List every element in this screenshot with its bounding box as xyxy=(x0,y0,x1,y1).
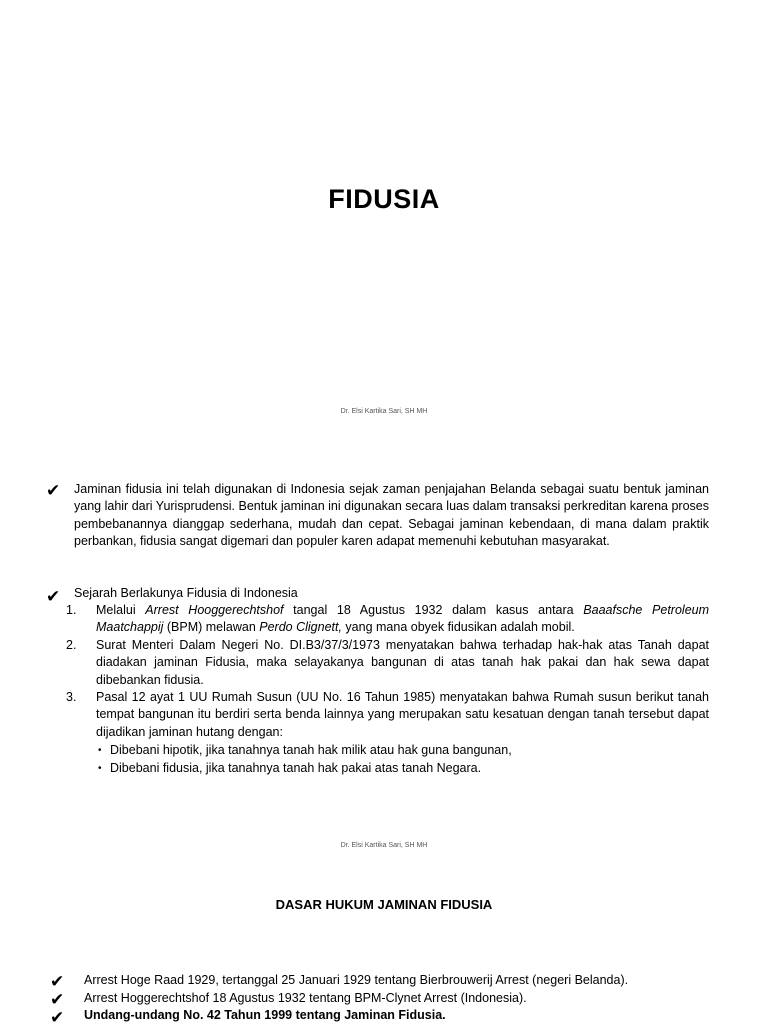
sub-bullet: Dibebani fidusia, jika tanahnya tanah hak pakai atas tanah Negara. xyxy=(110,761,482,775)
check-mark-icon: ✔ xyxy=(46,481,61,500)
intro-paragraph: Jaminan fidusia ini telah digunakan di Indonesia sejak zaman penjajahan Belanda sebagai suatu bentuk jaminan yang lahir dari Yurisprudensi. Bentuk jaminan ini digunakan secara luas dalam transaksi perkreditan karena proses pembebanannya dianggap sederhana, mudah dan cepat. Sebagai jaminan kebendaan, di mana dalam praktik perbankan, fidusia sangat digemari dan populer karen adapat memenuhi kebutuhan masyarakat. xyxy=(74,482,709,549)
section-heading: DASAR HUKUM JAMINAN FIDUSIA xyxy=(275,897,493,912)
list-number: 2. xyxy=(66,638,77,652)
dot-icon: • xyxy=(98,763,102,774)
list-item: Pasal 12 ayat 1 UU Rumah Susun (UU No. 16 Tahun 1985) menyatakan bahwa Rumah susun berikut tanah tempat bangunan itu berdiri serta benda lainnya yang merupakan satu kesatuan dengan tanah tersebut dapat dijadikan jaminan hutang dengan: xyxy=(96,690,709,739)
check-mark-icon: ✔ xyxy=(50,990,65,1009)
list-item: Surat Menteri Dalam Negeri No. DI.B3/37/3/1973 menyatakan bahwa terhadap hak-hak atas Tanah dapat diadakan jaminan Fidusia, maka selayakanya bangunan di atas tanah hak pakai dan hak sewa dapat dibebankan fidusia. xyxy=(96,638,709,687)
check-mark-icon: ✔ xyxy=(46,587,61,606)
author-footer: Dr. Elsi Kartika Sari, SH MH xyxy=(340,842,428,849)
list-number: 3. xyxy=(66,690,77,704)
check-mark-icon: ✔ xyxy=(50,972,65,991)
law-item: Arrest Hoge Raad 1929, tertanggal 25 Januari 1929 tentang Bierbrouwerij Arrest (negeri Belanda). xyxy=(84,973,629,987)
law-item: Arrest Hoggerechtshof 18 Agustus 1932 tentang BPM-Clynet Arrest (Indonesia). xyxy=(84,991,527,1005)
list-number: 1. xyxy=(66,603,77,617)
slide-title: FIDUSIA xyxy=(328,184,440,214)
dot-icon: • xyxy=(98,745,102,756)
sub-bullet: Dibebani hipotik, jika tanahnya tanah hak milik atau hak guna bangunan, xyxy=(110,743,512,757)
check-mark-icon: ✔ xyxy=(50,1008,65,1027)
law-item: Undang-undang No. 42 Tahun 1999 tentang Jaminan Fidusia. xyxy=(84,1008,446,1022)
history-heading: Sejarah Berlakunya Fidusia di Indonesia xyxy=(74,586,298,600)
list-item: Melalui Arrest Hooggerechtshof tangal 18 Agustus 1932 dalam kasus antara Baaafsche Petroleum Maatchappij (BPM) melawan Perdo Clignett, yang mana obyek fidusikan adalah mobil. xyxy=(96,603,710,635)
author-footer: Dr. Elsi Kartika Sari, SH MH xyxy=(340,408,428,415)
